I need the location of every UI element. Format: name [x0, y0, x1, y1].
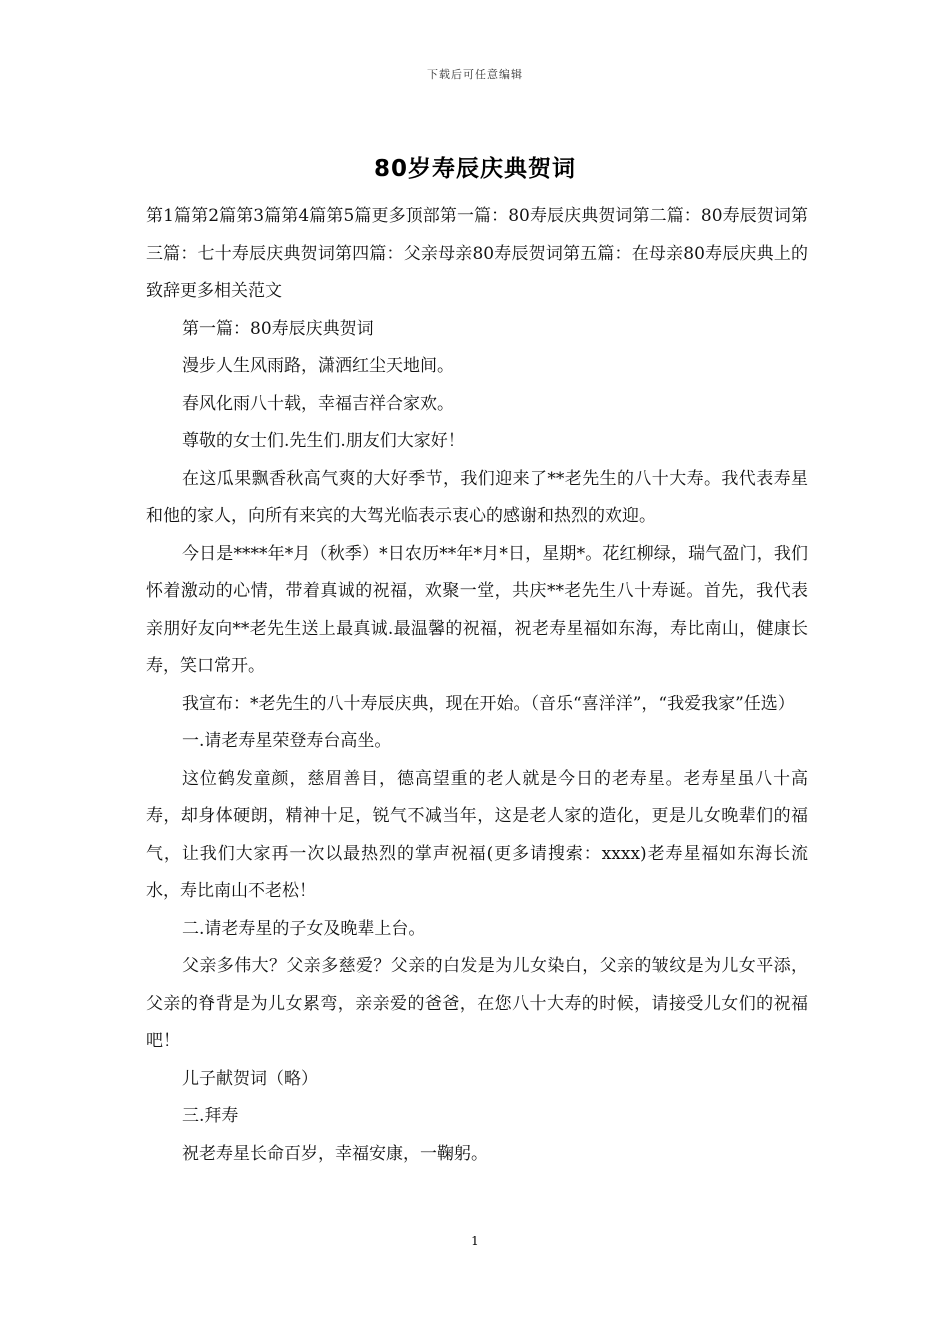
poem-line: 春风化雨八十载，幸福吉祥合家欢。 — [182, 393, 454, 414]
section-heading: 第一篇：80寿辰庆典贺词 — [182, 318, 374, 339]
body-paragraph: 父亲多伟大？父亲多慈爱？父亲的白发是为儿女染白，父亲的皱纹是为儿女平添，父亲的脊背是为儿女累弯，亲亲爱的爸爸，在您八十大寿的时候，请接受儿女们的祝福吧！ — [146, 956, 808, 1051]
body-paragraph: 这位鹤发童颜，慈眉善目，德高望重的老人就是今日的老寿星。老寿星虽八十高寿，却身体硬朗，精神十足，锐气不减当年，这是老人家的造化，更是儿女晚辈们的福气，让我们大家再一次以最热烈的掌声祝福(更多请搜索：xxxx)老寿星福如东海长流水，寿比南山不老松！ — [146, 768, 808, 901]
step-heading: 三.拜寿 — [182, 1106, 239, 1126]
poem-line: 漫步人生风雨路，潇洒红尘天地间。 — [182, 356, 454, 376]
body-paragraph: 儿子献贺词（略） — [182, 1068, 318, 1089]
step-heading: 一.请老寿星荣登寿台高坐。 — [182, 731, 392, 751]
body-paragraph: 今日是****年*月（秋季）*日农历**年*月*日，星期*。花红柳绿，瑞气盈门，我们怀着激动的心情，带着真诚的祝福，欢聚一堂，共庆**老先生八十寿诞。首先，我代表亲朋好友向**老先生送上最真诚.最温馨的祝福，祝老寿星福如东海，寿比南山，健康长寿，笑口常开。 — [146, 543, 808, 676]
body-paragraph: 祝老寿星长命百岁，幸福安康，一鞠躬。 — [182, 1143, 488, 1164]
step-heading: 二.请老寿星的子女及晚辈上台。 — [182, 918, 426, 939]
table-of-contents: 第1篇第2篇第3篇第4篇第5篇更多顶部第一篇：80寿辰庆典贺词第二篇：80寿辰贺词第三篇：七十寿辰庆典贺词第四篇：父亲母亲80寿辰贺词第五篇：在母亲80寿辰庆典上的致辞更多相关范文 — [146, 206, 808, 301]
page-number: 1 — [471, 1234, 479, 1248]
document-title: 80岁寿辰庆典贺词 — [373, 156, 576, 182]
header-note: 下载后可任意编辑 — [427, 68, 523, 81]
greeting-paragraph: 尊敬的女士们.先生们.朋友们大家好！ — [182, 431, 465, 451]
body-paragraph: 在这瓜果飘香秋高气爽的大好季节，我们迎来了**老先生的八十大寿。我代表寿星和他的家人，向所有来宾的大驾光临表示衷心的感谢和热烈的欢迎。 — [146, 468, 808, 526]
body-paragraph: 我宣布：*老先生的八十寿辰庆典，现在开始。（音乐“喜洋洋”，“我爱我家”任选） — [182, 693, 795, 714]
document-body — [146, 198, 808, 1173]
